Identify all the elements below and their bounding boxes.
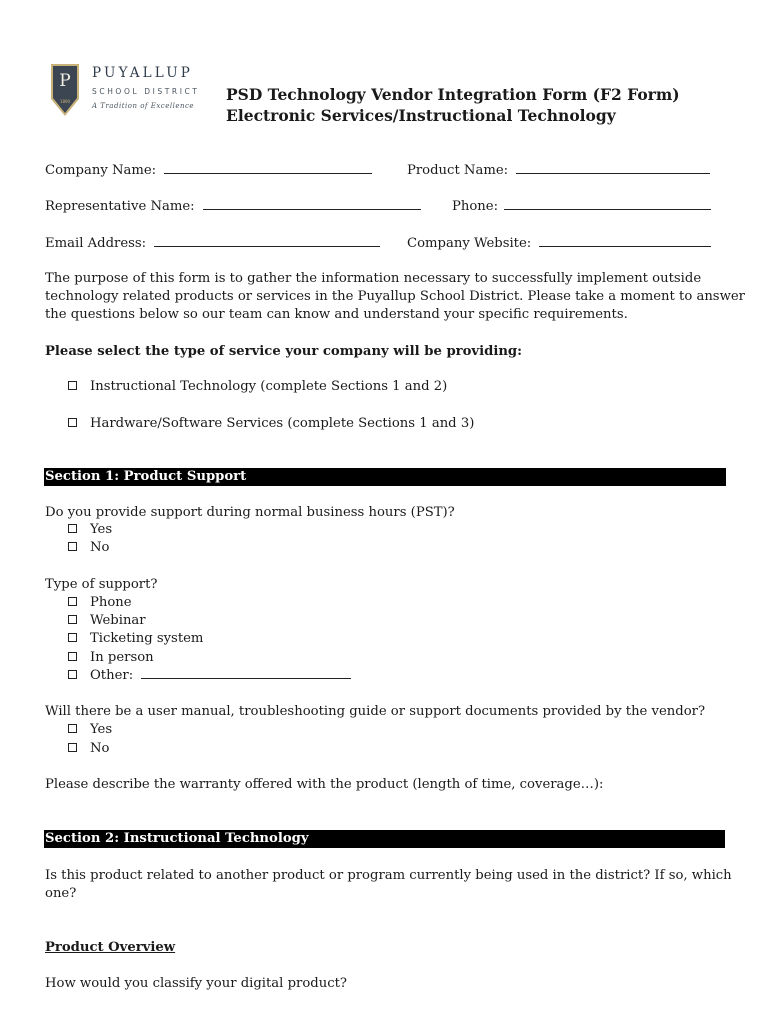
- checkbox[interactable]: [68, 743, 77, 752]
- intro-line-3: the questions below so our team can know and understand your specific requirements.: [45, 307, 628, 322]
- warranty-question: Please describe the warranty offered with the product (length of time, coverage…):: [45, 777, 604, 792]
- related-product-question-line-2: one?: [45, 886, 77, 901]
- related-product-question-line-1: Is this product related to another product or program currently being used in the district? If so, which: [45, 868, 732, 883]
- support-hours-yes[interactable]: [68, 522, 112, 537]
- representative-name-label: Representative Name:: [45, 199, 195, 214]
- option-label: Yes: [90, 722, 113, 737]
- website-line[interactable]: [539, 245, 711, 247]
- checkbox[interactable]: [68, 542, 77, 551]
- option-label: Phone: [90, 595, 132, 610]
- checkbox[interactable]: [68, 597, 77, 606]
- section-2-heading: Section 2: Instructional Technology: [45, 831, 309, 846]
- other-line[interactable]: [141, 677, 351, 679]
- email-label: Email Address:: [45, 236, 147, 251]
- service-option-instructional[interactable]: [68, 379, 447, 394]
- company-name-label: Company Name:: [45, 163, 157, 178]
- support-type-question: Type of support?: [45, 577, 158, 592]
- representative-name-field[interactable]: [45, 199, 421, 214]
- phone-field[interactable]: [452, 199, 711, 214]
- form-title: PSD Technology Vendor Integration Form (F2 Form): [226, 85, 680, 104]
- shield-icon: [50, 63, 80, 117]
- user-manual-question: Will there be a user manual, troubleshooting guide or support documents provided by the vendor?: [45, 704, 706, 719]
- website-field[interactable]: [407, 236, 711, 251]
- checkbox[interactable]: [68, 670, 77, 679]
- website-label: Company Website:: [407, 236, 532, 251]
- logo-tagline: A Tradition of Excellence: [92, 102, 195, 110]
- support-type-in-person[interactable]: [68, 650, 154, 665]
- user-manual-yes[interactable]: [68, 722, 112, 737]
- option-label: No: [90, 741, 110, 756]
- logo-letter: P: [59, 71, 71, 91]
- support-type-other[interactable]: [68, 668, 351, 683]
- checkbox[interactable]: [68, 633, 77, 642]
- checkbox[interactable]: [68, 652, 77, 661]
- section-1-heading: Section 1: Product Support: [45, 469, 247, 484]
- user-manual-no[interactable]: [68, 741, 109, 756]
- section-1-header: [44, 468, 726, 486]
- option-label: Instructional Technology (complete Sections 1 and 2): [90, 379, 448, 394]
- checkbox[interactable]: [68, 524, 77, 533]
- checkbox[interactable]: [68, 615, 77, 624]
- checkbox[interactable]: [68, 381, 77, 390]
- phone-line[interactable]: [504, 208, 711, 210]
- intro-line-1: The purpose of this form is to gather the information necessary to successfully implement outside: [45, 271, 702, 286]
- service-type-prompt: Please select the type of service your company will be providing:: [45, 344, 523, 359]
- product-name-line[interactable]: [516, 172, 710, 174]
- logo-year: 1890: [59, 99, 71, 104]
- service-option-hardware[interactable]: [68, 416, 474, 431]
- support-type-ticketing[interactable]: [68, 631, 203, 646]
- email-line[interactable]: [154, 245, 380, 247]
- option-label: No: [90, 540, 110, 555]
- option-label: Hardware/Software Services (complete Sections 1 and 3): [90, 416, 475, 431]
- option-label: Webinar: [90, 613, 146, 628]
- section-2-header: [44, 830, 725, 848]
- option-label: In person: [90, 650, 154, 665]
- logo-name: PUYALLUP: [92, 65, 194, 81]
- email-field[interactable]: [45, 236, 380, 251]
- option-label: Ticketing system: [90, 631, 204, 646]
- classification-question: How would you classify your digital product?: [45, 976, 347, 991]
- support-type-phone[interactable]: [68, 595, 132, 610]
- representative-name-line[interactable]: [203, 208, 421, 210]
- checkbox[interactable]: [68, 724, 77, 733]
- checkbox[interactable]: [68, 418, 77, 427]
- product-overview-heading: Product Overview: [45, 940, 176, 955]
- company-name-field[interactable]: [45, 163, 372, 178]
- option-label: Yes: [90, 522, 113, 537]
- district-logo: [47, 63, 207, 123]
- support-hours-no[interactable]: [68, 540, 109, 555]
- product-name-field[interactable]: [407, 163, 710, 178]
- logo-subtitle: SCHOOL DISTRICT: [92, 87, 200, 96]
- support-hours-question: Do you provide support during normal business hours (PST)?: [45, 505, 455, 520]
- phone-label: Phone:: [452, 199, 499, 214]
- intro-line-2: technology related products or services in the Puyallup School District. Please take a moment to answer: [45, 289, 745, 304]
- company-name-line[interactable]: [164, 172, 372, 174]
- support-type-webinar[interactable]: [68, 613, 146, 628]
- form-subtitle: Electronic Services/Instructional Technology: [226, 106, 616, 125]
- option-label: Other:: [90, 668, 134, 683]
- product-name-label: Product Name:: [407, 163, 509, 178]
